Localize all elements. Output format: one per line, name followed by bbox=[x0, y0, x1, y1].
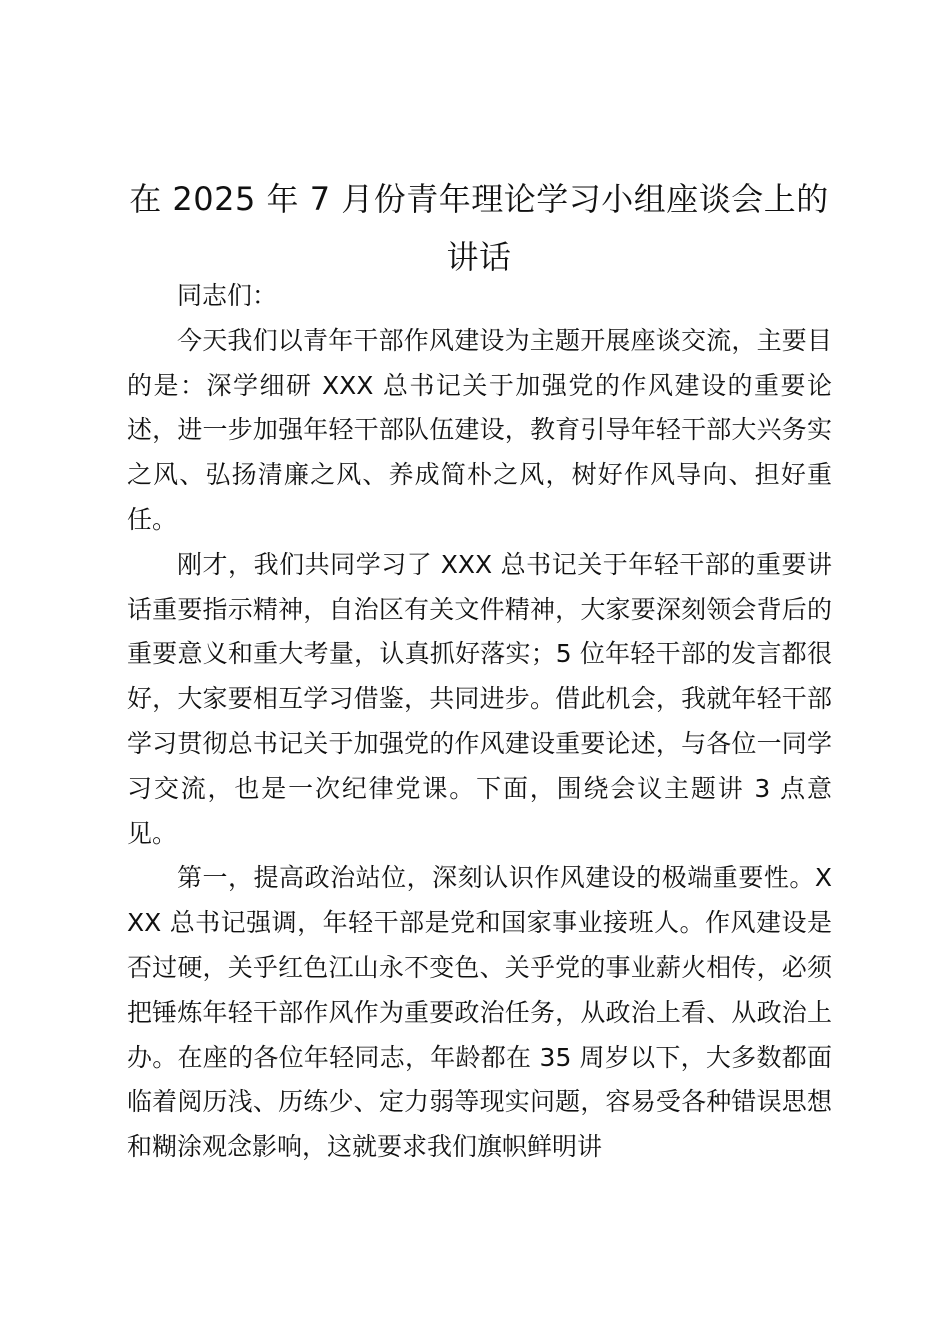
paragraph-1: 今天我们以青年干部作风建设为主题开展座谈交流，主要目的是：深学细研 XXX 总书记关于加强党的作风建设的重要论述，进一步加强年轻干部队伍建设，教育引导年轻干部大兴务实之风、弘扬清廉之风、养成简朴之风，树好作风导向、担好重任。 bbox=[127, 325, 832, 534]
paragraph-2: 刚才，我们共同学习了 XXX 总书记关于年轻干部的重要讲话重要指示精神，自治区有关文件精神，大家要深刻领会背后的重要意义和重大考量，认真抓好落实；5 位年轻干部的发言都很好，大家要相互学习借鉴，共同进步。借此机会，我就年轻干部学习贯彻总书记关于加强党的作风建设重要论述，与各位一同学习交流，也是一次纪律党课。下面，围绕会议主题讲 3 点意见。 bbox=[127, 549, 832, 848]
document-title: 在 2025 年 7 月份青年理论学习小组座谈会上的讲话 bbox=[129, 180, 829, 276]
paragraph-3: 第一，提高政治站位，深刻认识作风建设的极端重要性。XXX 总书记强调，年轻干部是党和国家事业接班人。作风建设是否过硬，关乎红色江山永不变色、关乎党的事业薪火相传，必须把锤炼年轻干部作风作为重要政治任务，从政治上看、从政治上办。在座的各位年轻同志，年龄都在 35 周岁以下，大多数都面临着阅历浅、历练少、定力弱等现实问题，容易受各种错误思想和糊涂观念影响，这就要求我们旗帜鲜明讲 bbox=[127, 863, 832, 1162]
salutation: 同志们： bbox=[177, 281, 278, 310]
document-body bbox=[127, 274, 832, 1170]
